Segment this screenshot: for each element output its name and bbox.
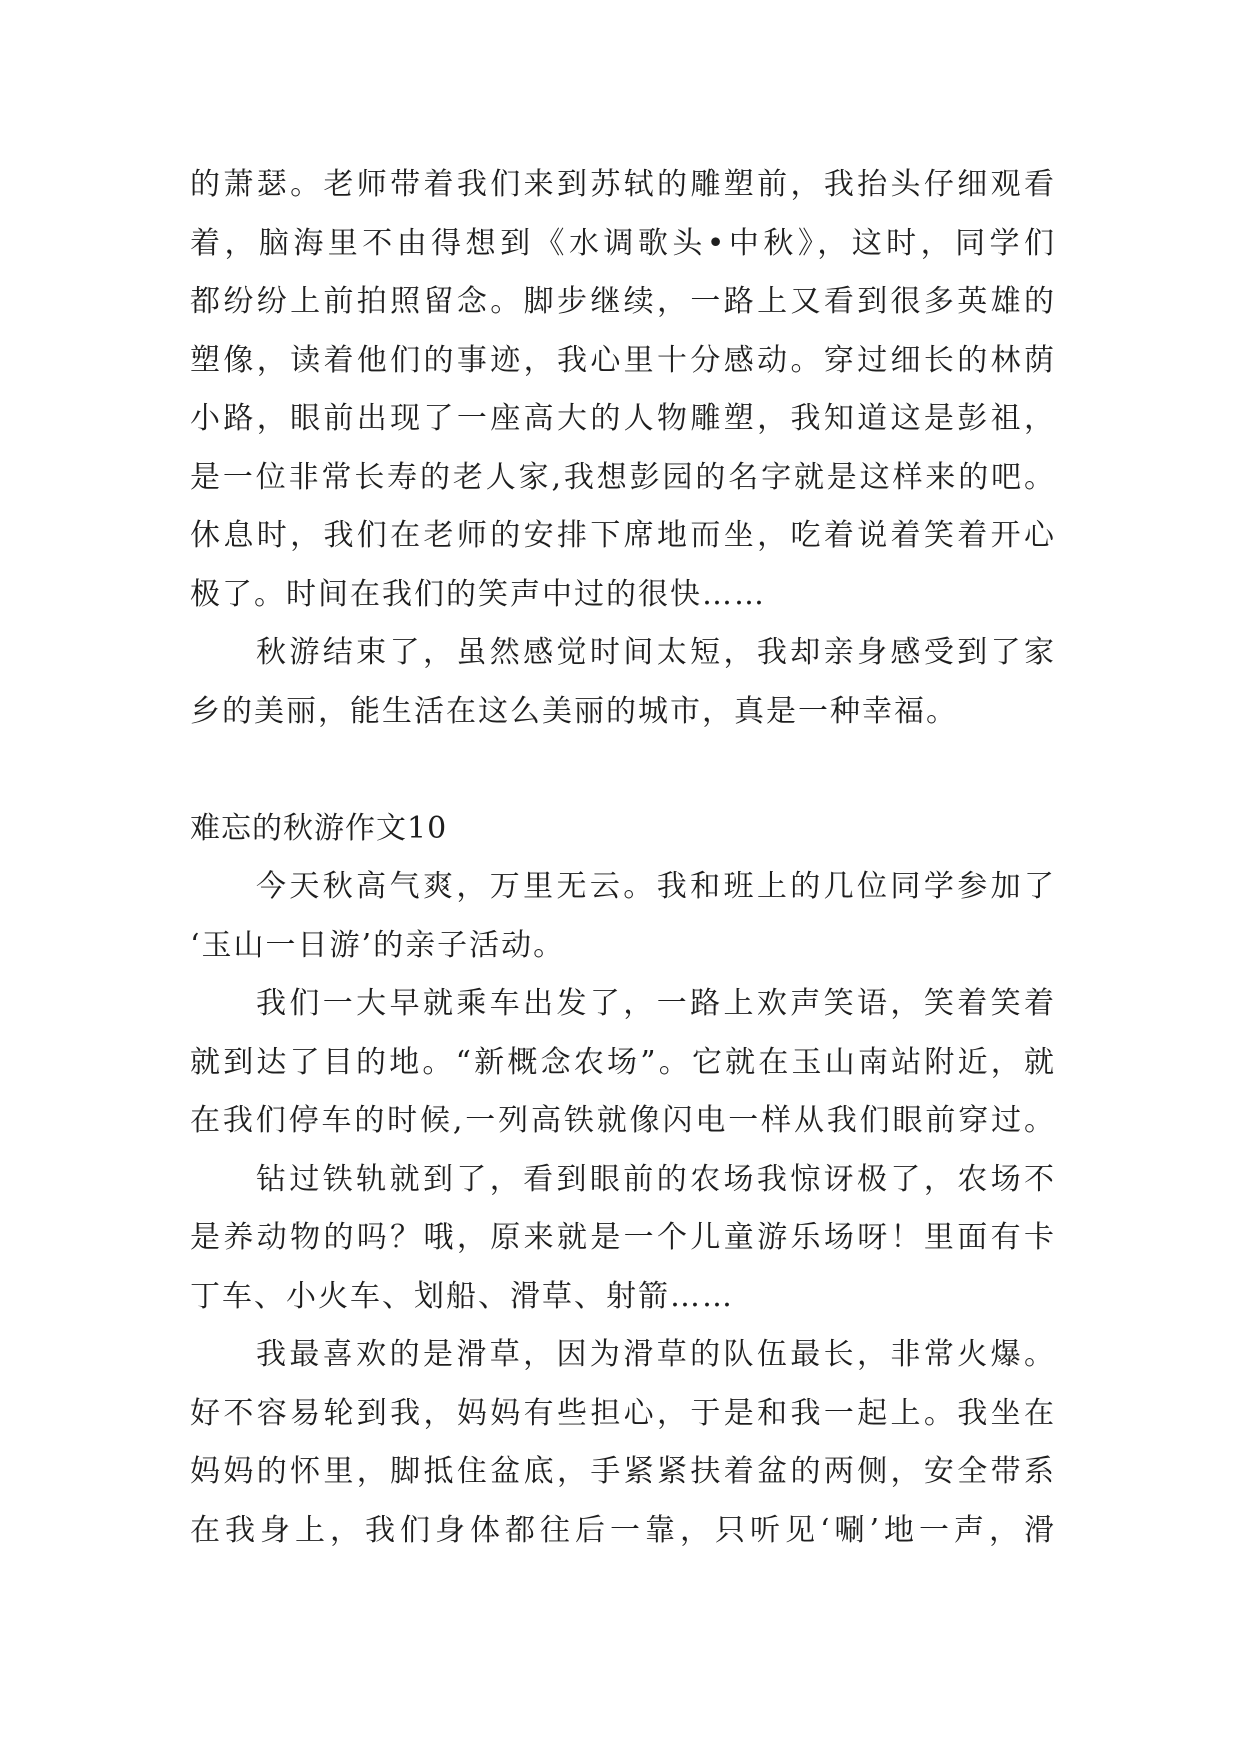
text-line: 是养动物的吗？哦，原来就是一个儿童游乐场呀！里面有卡 bbox=[190, 1220, 1056, 1255]
text-line: 就到达了目的地。“新概念农场”。它就在玉山南站附近，就 bbox=[190, 1044, 1056, 1080]
paragraph bbox=[190, 1151, 1056, 1327]
paragraph bbox=[190, 624, 1056, 741]
text-line: 我最喜欢的是滑草，因为滑草的队伍最长，非常火爆。 bbox=[256, 1337, 1056, 1372]
text-line: 都纷纷上前拍照留念。脚步继续，一路上又看到很多英雄的 bbox=[190, 284, 1056, 319]
text-line: 在我身上，我们身体都往后一靠，只听见‘唰’地一声，滑 bbox=[190, 1512, 1056, 1548]
text-line: 的萧瑟。老师带着我们来到苏轼的雕塑前，我抬头仔细观看 bbox=[190, 167, 1056, 202]
text-line: 好不容易轮到我，妈妈有些担心，于是和我一起上。我坐在 bbox=[190, 1395, 1056, 1431]
document-body bbox=[190, 156, 1056, 1560]
text-line: 塑像，读着他们的事迹，我心里十分感动。穿过细长的林荫 bbox=[190, 342, 1056, 378]
text-line: 小路，眼前出现了一座高大的人物雕塑，我知道这是彭祖， bbox=[190, 401, 1056, 436]
text-line: 妈妈的怀里，脚抵住盆底，手紧紧扶着盆的两侧，安全带系 bbox=[190, 1454, 1056, 1489]
essay-title: 难忘的秋游作文10 bbox=[190, 810, 448, 846]
text-line: ‘玉山一日游’的亲子活动。 bbox=[190, 927, 566, 963]
paragraph bbox=[190, 858, 1056, 975]
text-line: 钻过铁轨就到了，看到眼前的农场我惊讶极了，农场不 bbox=[256, 1161, 1056, 1197]
text-line: 秋游结束了，虽然感觉时间太短，我却亲身感受到了家 bbox=[256, 635, 1056, 670]
text-line: 着，脑海里不由得想到《水调歌头•中秋》，这时，同学们 bbox=[190, 225, 1056, 261]
paragraph bbox=[190, 156, 1056, 624]
text-line: 极了。时间在我们的笑声中过的很快…… bbox=[190, 576, 766, 612]
text-line: 今天秋高气爽，万里无云。我和班上的几位同学参加了 bbox=[256, 869, 1056, 904]
text-line: 在我们停车的时候,一列高铁就像闪电一样从我们眼前穿过。 bbox=[190, 1103, 1056, 1138]
text-line: 我们一大早就乘车出发了，一路上欢声笑语，笑着笑着 bbox=[256, 986, 1056, 1021]
paragraph bbox=[190, 975, 1056, 1151]
blank-line bbox=[190, 741, 1056, 800]
paragraph bbox=[190, 1326, 1056, 1560]
text-line: 丁车、小火车、划船、滑草、射箭…… bbox=[190, 1278, 734, 1314]
text-line: 乡的美丽，能生活在这么美丽的城市，真是一种幸福。 bbox=[190, 693, 958, 729]
text-line: 休息时，我们在老师的安排下席地而坐，吃着说着笑着开心 bbox=[190, 518, 1056, 553]
text-line: 是一位非常长寿的老人家,我想彭园的名字就是这样来的吧。 bbox=[190, 459, 1056, 495]
